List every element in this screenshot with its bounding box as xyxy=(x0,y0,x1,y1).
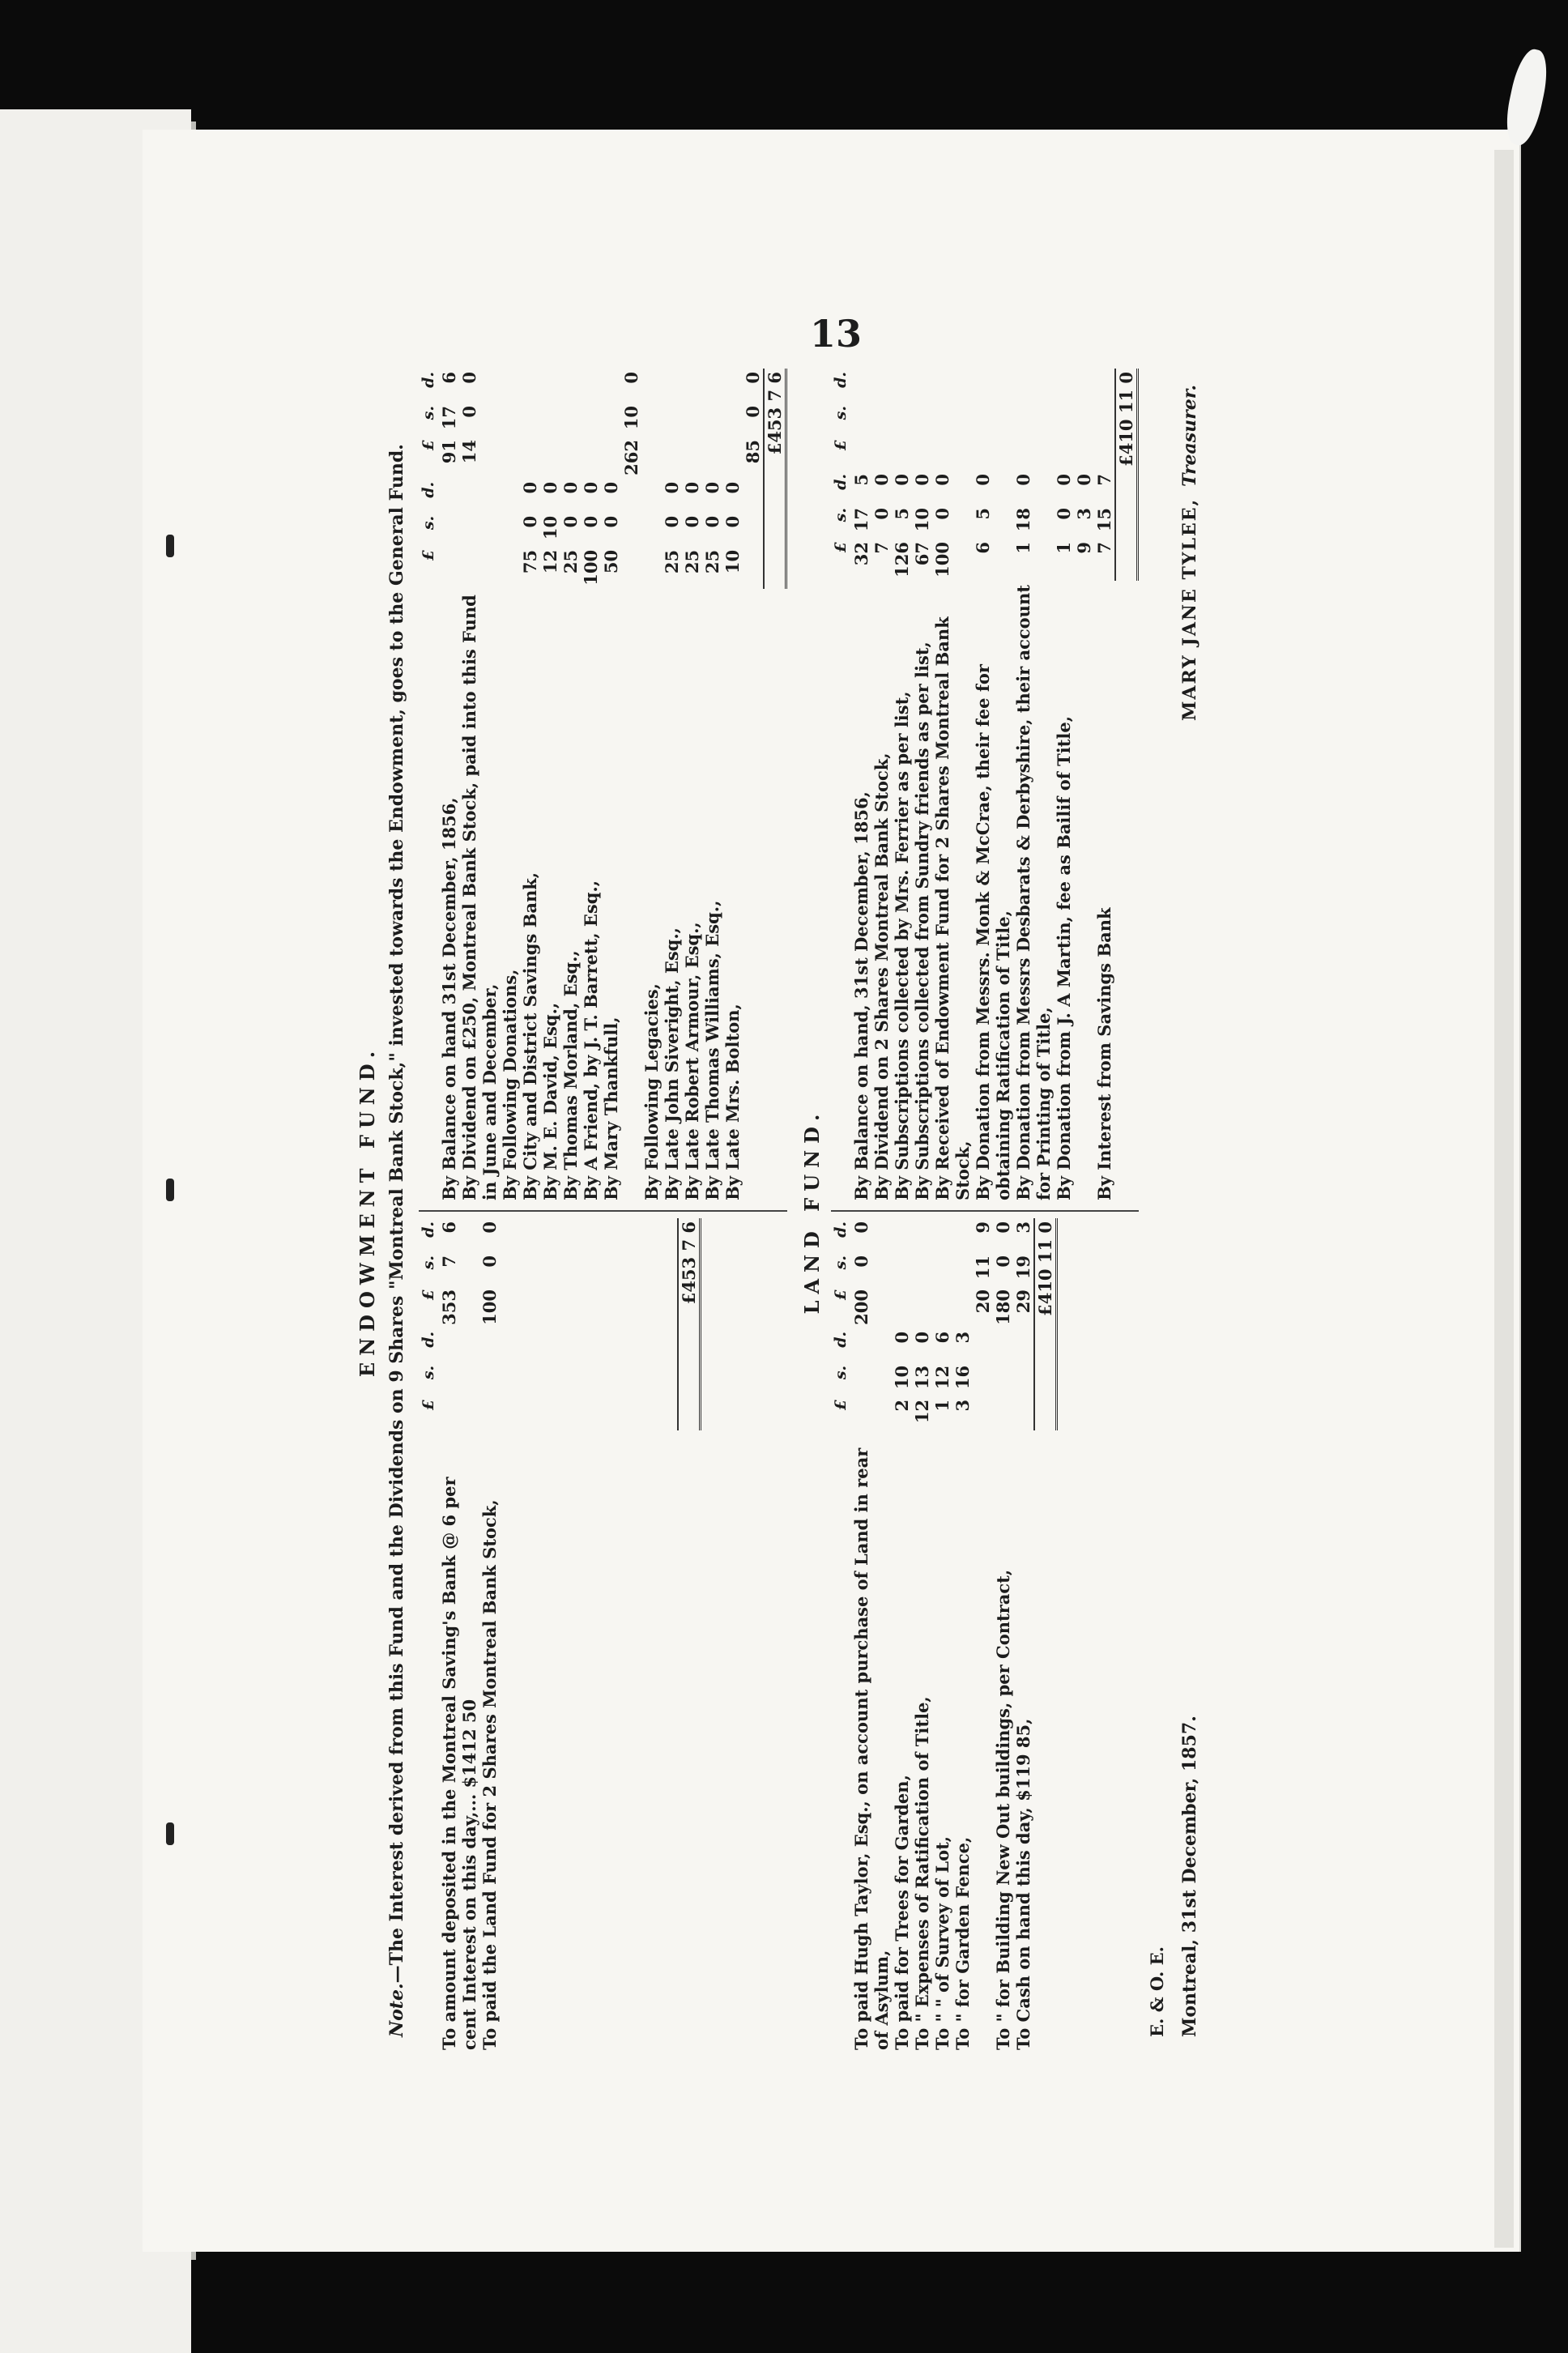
treasurer-role: Treasurer. xyxy=(1179,385,1200,487)
debit-total: £453 7 6 xyxy=(678,1218,701,1430)
footer-date: Montreal, 31st December, 1857. xyxy=(1179,1716,1200,2037)
ledger-row xyxy=(952,1218,973,2053)
entry-text: By Following Donations, xyxy=(500,969,520,1200)
entry-pounds: 32 xyxy=(851,542,871,566)
errors-omissions-mark: E. & O. E. xyxy=(1147,1946,1167,2037)
binding-thread-mark xyxy=(166,535,174,557)
entry-shillings: 19 xyxy=(1013,1255,1033,1280)
col-header: £ xyxy=(420,1399,437,1411)
entry-shillings: 17 xyxy=(439,406,459,430)
entry-pence: 0 xyxy=(722,481,743,494)
col-header: d. xyxy=(420,481,437,498)
entry-shillings: 0 xyxy=(581,515,601,528)
entry-text xyxy=(743,589,764,1204)
land-debit-side xyxy=(831,1218,1058,2053)
col-header: £ xyxy=(420,440,437,451)
paper-scrap xyxy=(1501,46,1553,148)
credit-header-row xyxy=(419,369,439,1204)
entry-pence: 0 xyxy=(479,1221,500,1234)
col-header: £ xyxy=(832,1399,850,1411)
total-row xyxy=(1034,1218,1057,2053)
ledger-row xyxy=(641,369,662,1204)
entry-pounds: 12 xyxy=(912,1399,932,1424)
entry-text: By Received of Endowment Fund for 2 Shares Montreal Bank Stock, xyxy=(932,616,973,1200)
entry-pounds: 6 xyxy=(973,542,993,554)
entry-text: By Late John Siveright, Esq., xyxy=(662,927,682,1200)
entry-pence: 0 xyxy=(702,481,722,494)
entry-pounds: 85 xyxy=(743,440,763,464)
treasurer-name: MARY JANE TYLEE, xyxy=(1179,497,1200,721)
total-row xyxy=(1115,369,1138,1204)
entry-pence: 0 xyxy=(973,474,993,486)
binding-thread-mark xyxy=(166,1822,174,1845)
entry-pounds: 100 xyxy=(932,542,952,578)
col-header: £ xyxy=(832,542,850,553)
ledger-row xyxy=(912,369,932,1204)
entry-pence: 0 xyxy=(1074,474,1094,486)
col-header: d. xyxy=(420,1221,437,1238)
entry-shillings: 10 xyxy=(912,508,932,532)
entry-text: To Cash on hand this day, $119 85, xyxy=(1013,1718,1033,2050)
entry-pounds: 1 xyxy=(1013,542,1033,554)
col-header: £ xyxy=(832,440,850,451)
entry-pounds: 25 xyxy=(560,549,581,574)
entry-shillings: 0 xyxy=(702,515,722,528)
ledger-row xyxy=(973,1218,993,2053)
entry-pounds: 7 xyxy=(1094,542,1114,554)
endowment-debit-side xyxy=(419,1218,701,2053)
ledger-row xyxy=(912,1218,932,2053)
col-header: s. xyxy=(832,1365,850,1380)
entry-text: By Donation from J. A Martin, fee as Bailif of Title, xyxy=(1054,715,1074,1200)
col-header: £ xyxy=(832,1289,850,1301)
entry-pence: 0 xyxy=(560,481,581,494)
land-credit-rows xyxy=(851,369,1115,1204)
ledger-divider xyxy=(419,1210,787,1212)
entry-pounds: 25 xyxy=(662,549,682,574)
ledger-row xyxy=(892,369,912,1204)
entry-pence: 9 xyxy=(973,1221,993,1234)
entry-pence: 0 xyxy=(581,481,601,494)
entry-pence: 3 xyxy=(1013,1221,1033,1234)
entry-pence: 0 xyxy=(621,372,641,384)
entry-shillings: 13 xyxy=(912,1365,932,1390)
entry-shillings: 0 xyxy=(682,515,702,528)
ledger-row xyxy=(621,369,641,1204)
entry-shillings: 0 xyxy=(851,1255,871,1268)
entry-pence: 7 xyxy=(1094,474,1114,486)
col-header: d. xyxy=(832,1331,850,1348)
entry-text: By Interest from Savings Bank xyxy=(1094,907,1114,1200)
entry-pounds: 353 xyxy=(439,1289,459,1325)
ledger-row xyxy=(743,369,764,1204)
entry-pence: 6 xyxy=(439,1221,459,1234)
debit-header-row xyxy=(419,1218,439,2053)
entry-shillings: 0 xyxy=(601,515,621,528)
credit-total: £453 7 6 xyxy=(764,369,786,589)
entry-shillings: 18 xyxy=(1013,508,1033,532)
entry-shillings: 7 xyxy=(439,1255,459,1268)
entry-text: By Subscriptions collected by Mrs. Ferrier as per list, xyxy=(892,691,912,1200)
col-header: d. xyxy=(832,372,850,388)
entry-pounds: 1 xyxy=(932,1399,952,1412)
entry-shillings: 10 xyxy=(621,406,641,430)
entry-pence: 0 xyxy=(871,474,892,486)
ledger-row xyxy=(932,1218,952,2053)
page-number: 13 xyxy=(810,312,863,356)
ledger-row xyxy=(581,369,601,1204)
entry-pounds: 1 xyxy=(1054,542,1074,554)
entry-pence: 0 xyxy=(993,1221,1013,1234)
entry-pounds: 91 xyxy=(439,440,459,464)
entry-pence xyxy=(500,479,520,513)
ledger-row xyxy=(1094,369,1115,1204)
entry-pounds xyxy=(641,547,662,589)
entry-pence: 0 xyxy=(912,1331,932,1344)
entry-text: By Thomas Morland, Esq., xyxy=(560,950,581,1200)
land-ledger xyxy=(831,369,1139,2053)
ledger-row xyxy=(993,1218,1013,2053)
entry-shillings: 0 xyxy=(743,406,763,418)
entry-text: By Late Robert Armour, Esq., xyxy=(682,922,702,1200)
entry-pence: 3 xyxy=(952,1331,973,1344)
col-header: £ xyxy=(420,1289,437,1301)
total-row xyxy=(764,369,786,1204)
col-header: s. xyxy=(420,406,437,420)
ledger-row xyxy=(439,1218,479,2053)
land-credit-side xyxy=(831,369,1139,1204)
entry-pounds: 180 xyxy=(993,1289,1013,1325)
ledger-row xyxy=(851,369,871,1204)
ledger-row xyxy=(459,369,500,1204)
entry-pence: 0 xyxy=(1054,474,1074,486)
entry-pounds: 7 xyxy=(871,542,892,554)
col-header: d. xyxy=(420,372,437,388)
entry-text xyxy=(973,1430,993,2053)
credit-header-row xyxy=(831,369,851,1204)
entry-text: To paid Hugh Taylor, Esq., on account purchase of Land in rear of Asylum, xyxy=(851,1447,892,2050)
endowment-credit-side xyxy=(419,369,787,1204)
ledger-row xyxy=(1013,369,1054,1204)
entry-text: To " Expenses of Ratification of Title, xyxy=(912,1696,932,2050)
ledger-row xyxy=(560,369,581,1204)
entry-pence: 0 xyxy=(912,474,932,486)
ledger-row xyxy=(892,1218,912,2053)
entry-shillings: 0 xyxy=(993,1255,1013,1268)
entry-pounds: 126 xyxy=(892,542,912,578)
entry-text: By Donation from Messrs Desbarats & Derbyshire, their account for Printing of Title, xyxy=(1013,585,1054,1200)
ledger-row xyxy=(1013,1218,1034,2053)
col-header: d. xyxy=(832,1221,850,1238)
entry-shillings: 11 xyxy=(973,1255,993,1280)
entry-text: By Balance on hand 31st December, 1856, xyxy=(439,797,459,1200)
col-header: s. xyxy=(832,508,850,522)
entry-text: By Subscriptions collected from Sundry friends as per list, xyxy=(912,642,932,1200)
entry-pounds: 50 xyxy=(601,549,621,574)
entry-shillings: 0 xyxy=(1054,508,1074,520)
debit-header-row xyxy=(831,1218,851,2053)
entry-pounds: 10 xyxy=(722,549,743,574)
entry-shillings: 12 xyxy=(932,1365,952,1390)
total-row xyxy=(678,1218,701,2053)
land-fund-title: LAND FUND. xyxy=(800,1107,824,1315)
ledger-row xyxy=(500,369,520,1204)
entry-text: To " for Building New Out buildings, per Contract, xyxy=(993,1569,1013,2050)
entry-shillings xyxy=(500,513,520,547)
ledger-row xyxy=(1074,369,1094,1204)
entry-shillings: 17 xyxy=(851,508,871,532)
ledger-row xyxy=(851,1218,892,2053)
col-header: d. xyxy=(420,1331,437,1348)
entry-pence xyxy=(641,479,662,513)
entry-pounds: 3 xyxy=(952,1399,973,1412)
entry-pence: 6 xyxy=(439,372,459,384)
note-label: Note. xyxy=(386,1983,407,2037)
entry-pounds: 29 xyxy=(1013,1289,1033,1314)
entry-pounds: 12 xyxy=(540,549,560,574)
col-header: s. xyxy=(420,515,437,531)
entry-text: To amount deposited in the Montreal Saving's Bank @ 6 per cent Interest on this day,... $1412 50 xyxy=(439,1477,479,2050)
entry-text xyxy=(621,589,641,1204)
entry-shillings: 0 xyxy=(932,508,952,520)
entry-shillings: 0 xyxy=(560,515,581,528)
page-edge xyxy=(1494,150,1514,2248)
entry-shillings: 0 xyxy=(662,515,682,528)
entry-shillings: 0 xyxy=(722,515,743,528)
entry-shillings: 16 xyxy=(952,1365,973,1390)
ledger-divider xyxy=(831,1210,1139,1212)
entry-pence: 0 xyxy=(892,1331,912,1344)
ledger-row xyxy=(601,369,621,1204)
entry-text: By Balance on hand, 31st December, 1856, xyxy=(851,791,871,1200)
col-header: s. xyxy=(832,1255,850,1270)
col-header: d. xyxy=(832,474,850,490)
entry-pence: 0 xyxy=(682,481,702,494)
entry-shillings: 10 xyxy=(540,515,560,540)
entry-shillings: 5 xyxy=(973,508,993,520)
rotated-ledger-content xyxy=(352,360,1324,2061)
ledger-row xyxy=(662,369,682,1204)
entry-pounds: 200 xyxy=(851,1289,871,1325)
entry-pence: 0 xyxy=(662,481,682,494)
footer xyxy=(1179,385,1200,2037)
endowment-credit-rows xyxy=(439,369,764,1204)
endowment-fund-title: ENDOWMENT FUND. xyxy=(356,1044,379,1378)
entry-pence: 0 xyxy=(540,481,560,494)
entry-shillings: 3 xyxy=(1074,508,1094,520)
entry-text: By Late Mrs. Bolton, xyxy=(722,1004,743,1200)
entry-pounds: 9 xyxy=(1074,542,1094,554)
entry-text: By Late Thomas Williams, Esq., xyxy=(702,900,722,1200)
col-header: £ xyxy=(420,549,437,561)
binding-thread-mark xyxy=(166,1179,174,1201)
entry-pence: 0 xyxy=(1013,474,1033,486)
entry-text: By Following Legacies, xyxy=(641,983,662,1200)
entry-pounds: 67 xyxy=(912,542,932,566)
col-header: s. xyxy=(420,1365,437,1380)
entry-text: By Donation from Messrs. Monk & McCrae, their fee for obtaining Ratification of Title, xyxy=(973,664,1013,1200)
entry-pounds xyxy=(500,547,520,589)
entry-pounds: 75 xyxy=(520,549,540,574)
treasurer-signature xyxy=(1179,385,1200,721)
ledger-row xyxy=(439,369,459,1204)
endowment-note xyxy=(386,385,407,2037)
entry-pence: 0 xyxy=(459,372,479,384)
ledger-row xyxy=(702,369,722,1204)
entry-pence: 0 xyxy=(851,1221,871,1234)
entry-shillings: 10 xyxy=(892,1365,912,1390)
ledger-row xyxy=(1054,369,1074,1204)
entry-text: By M. E. David, Esq., xyxy=(540,1002,560,1200)
endowment-credit-table xyxy=(419,369,787,1204)
ledger-row xyxy=(932,369,973,1204)
entry-shillings: 0 xyxy=(871,508,892,520)
entry-text: By A Friend, by J. T. Barrett, Esq., xyxy=(581,880,601,1200)
entry-text: By Dividend on £250, Montreal Bank Stock, paid into this Fund in June and December, xyxy=(459,595,500,1200)
endowment-ledger xyxy=(419,369,787,2053)
entry-pounds: 25 xyxy=(702,549,722,574)
entry-shillings: 0 xyxy=(459,406,479,418)
col-header: s. xyxy=(420,1255,437,1270)
entry-text xyxy=(1074,581,1094,1204)
ledger-row xyxy=(973,369,1013,1204)
entry-pounds: 25 xyxy=(682,549,702,574)
entry-pounds: 100 xyxy=(581,549,601,586)
entry-shillings xyxy=(641,513,662,547)
entry-pence: 0 xyxy=(892,474,912,486)
entry-pence: 6 xyxy=(932,1331,952,1344)
ledger-row xyxy=(682,369,702,1204)
entry-text: To paid for Trees for Garden, xyxy=(892,1775,912,2050)
ledger-row xyxy=(722,369,743,1204)
ledger-row xyxy=(479,1218,500,2053)
entry-pence: 5 xyxy=(851,474,871,486)
entry-pounds: 20 xyxy=(973,1289,993,1314)
entry-text: By City and District Savings Bank, xyxy=(520,872,540,1200)
entry-pence: 0 xyxy=(743,372,763,384)
ledger-row xyxy=(871,369,892,1204)
entry-shillings: 15 xyxy=(1094,508,1114,532)
entry-text: To " for Garden Fence, xyxy=(952,1836,973,2050)
entry-pounds: 100 xyxy=(479,1289,500,1325)
land-debit-rows xyxy=(851,1218,1034,2053)
entry-pounds: 2 xyxy=(892,1399,912,1412)
note-text: —The Interest derived from this Fund and the Dividends on 9 Shares "Montreal Bank Stock," invested towards the Endowment, goes to the General Fund. xyxy=(386,444,407,1984)
ledger-row xyxy=(540,369,560,1204)
entry-pence: 0 xyxy=(520,481,540,494)
entry-shillings: 0 xyxy=(520,515,540,528)
ledger-row xyxy=(520,369,540,1204)
entry-text: By Mary Thankfull, xyxy=(601,1017,621,1200)
debit-total: £410 11 0 xyxy=(1034,1218,1057,1430)
entry-pounds: 262 xyxy=(621,440,641,475)
entry-pence: 0 xyxy=(932,474,952,486)
entry-text: To " " of Survey of Lot, xyxy=(932,1835,952,2050)
entry-pounds: 14 xyxy=(459,440,479,464)
entry-pence: 0 xyxy=(601,481,621,494)
entry-text: By Dividend on 2 Shares Montreal Bank Stock, xyxy=(871,752,892,1200)
entry-shillings: 5 xyxy=(892,508,912,520)
entry-shillings: 0 xyxy=(479,1255,500,1268)
entry-text: To paid the Land Fund for 2 Shares Montreal Bank Stock, xyxy=(479,1499,500,2050)
col-header: s. xyxy=(832,406,850,420)
credit-total: £410 11 0 xyxy=(1115,369,1138,581)
